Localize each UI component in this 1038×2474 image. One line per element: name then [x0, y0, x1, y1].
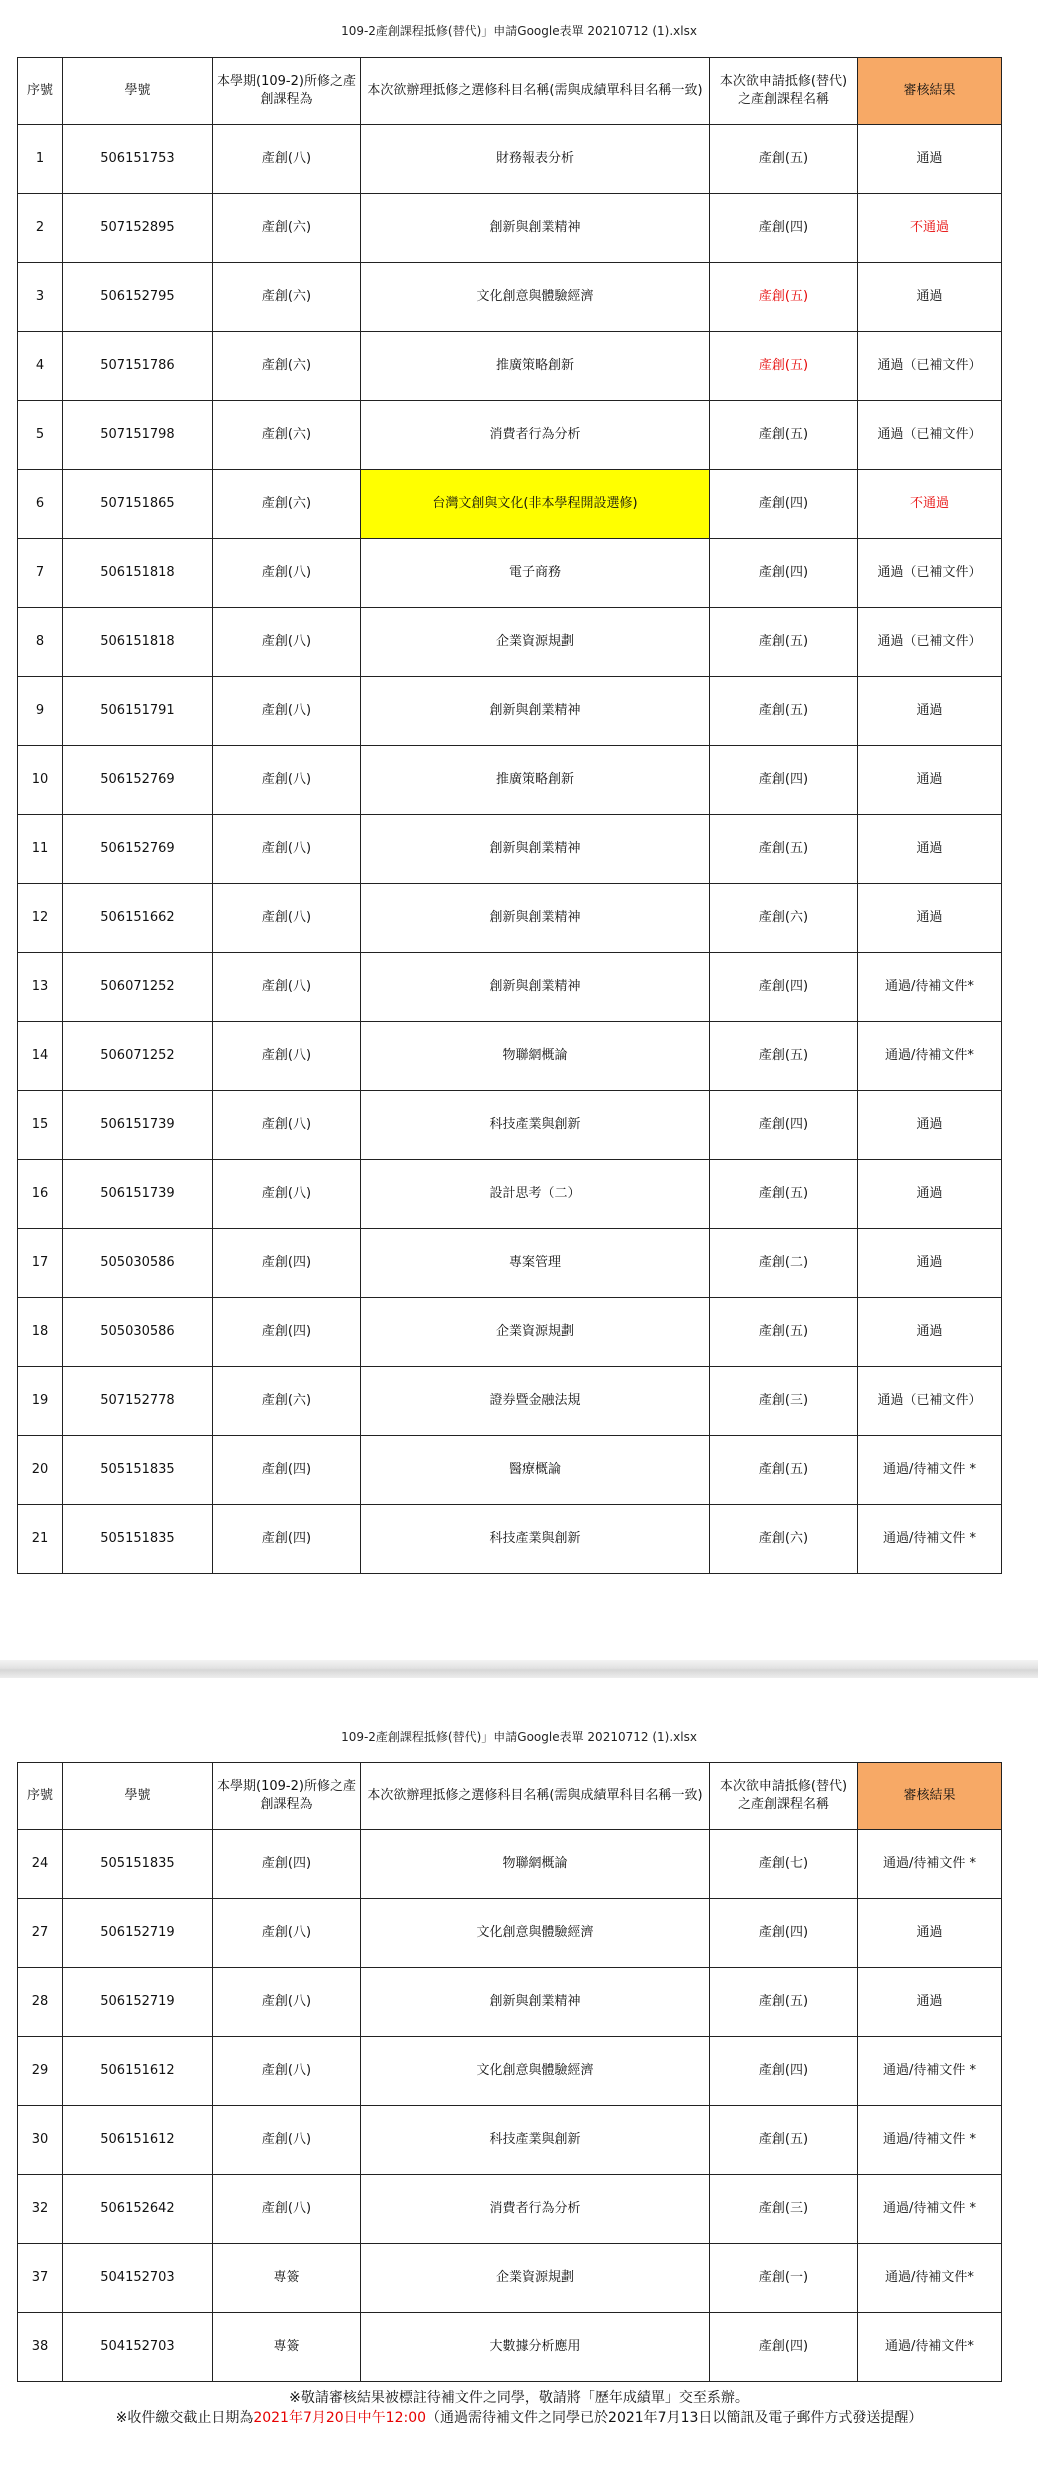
- cell-target-course: 產創(四): [710, 194, 858, 263]
- footnotes: [0, 2388, 1038, 2428]
- cell-target-course: 產創(五): [710, 263, 858, 332]
- table-row: [18, 1091, 1002, 1160]
- cell-target-course: 產創(五): [710, 677, 858, 746]
- table-row: [18, 263, 1002, 332]
- cell-result: 通過/待補文件 *: [858, 1830, 1002, 1899]
- cell-elective-course: 科技產業與創新: [361, 2106, 710, 2175]
- table-row: [18, 1505, 1002, 1574]
- header-row: [18, 1763, 1002, 1830]
- cell-seq: 9: [18, 677, 63, 746]
- cell-target-course: 產創(四): [710, 953, 858, 1022]
- cell-seq: 15: [18, 1091, 63, 1160]
- cell-seq: 24: [18, 1830, 63, 1899]
- header-current-course: 本學期(109-2)所修之產創課程為: [213, 58, 361, 125]
- cell-student-id: 506152642: [63, 2175, 213, 2244]
- footnote-line-1: ※敬請審核結果被標註待補文件之同學，敬請將「歷年成績單」交至系辦。: [289, 2390, 749, 2406]
- table-row: [18, 1298, 1002, 1367]
- cell-student-id: 506151612: [63, 2037, 213, 2106]
- cell-student-id: 504152703: [63, 2313, 213, 2382]
- cell-seq: 21: [18, 1505, 63, 1574]
- cell-current-course: 產創(八): [213, 677, 361, 746]
- review-table: [17, 57, 1002, 1574]
- header-elective-course: 本次欲辦理抵修之選修科目名稱(需與成績單科目名稱一致): [361, 58, 710, 125]
- table-row: [18, 1229, 1002, 1298]
- header-target-course: 本次欲申請抵修(替代)之產創課程名稱: [710, 58, 858, 125]
- table-row: [18, 1899, 1002, 1968]
- table-row: [18, 746, 1002, 815]
- cell-current-course: 產創(八): [213, 1160, 361, 1229]
- header-seq: 序號: [18, 58, 63, 125]
- cell-seq: 14: [18, 1022, 63, 1091]
- table-row: [18, 2175, 1002, 2244]
- cell-elective-course: 設計思考（二）: [361, 1160, 710, 1229]
- document-title: 109-2產創課程抵修(替代)」申請Google表單 20210712 (1).xlsx: [341, 24, 697, 38]
- cell-student-id: 507152895: [63, 194, 213, 263]
- cell-target-course: 產創(五): [710, 125, 858, 194]
- cell-result: 通過: [858, 1160, 1002, 1229]
- cell-current-course: 產創(八): [213, 539, 361, 608]
- cell-target-course: 產創(五): [710, 608, 858, 677]
- table-row: [18, 194, 1002, 263]
- cell-target-course: 產創(二): [710, 1229, 858, 1298]
- cell-elective-course: 醫療概論: [361, 1436, 710, 1505]
- cell-current-course: 產創(六): [213, 194, 361, 263]
- cell-student-id: 506151612: [63, 2106, 213, 2175]
- cell-seq: 37: [18, 2244, 63, 2313]
- cell-current-course: 專簽: [213, 2313, 361, 2382]
- cell-elective-course: 創新與創業精神: [361, 884, 710, 953]
- cell-current-course: 產創(四): [213, 1298, 361, 1367]
- cell-seq: 2: [18, 194, 63, 263]
- cell-elective-course: 文化創意與體驗經濟: [361, 263, 710, 332]
- cell-elective-course: 企業資源規劃: [361, 2244, 710, 2313]
- cell-seq: 1: [18, 125, 63, 194]
- cell-result: 通過/待補文件 *: [858, 2106, 1002, 2175]
- table-row: [18, 1160, 1002, 1229]
- cell-target-course: 產創(六): [710, 884, 858, 953]
- cell-current-course: 產創(六): [213, 401, 361, 470]
- cell-result: 通過/待補文件*: [858, 953, 1002, 1022]
- cell-student-id: 506151753: [63, 125, 213, 194]
- cell-target-course: 產創(五): [710, 1968, 858, 2037]
- cell-seq: 4: [18, 332, 63, 401]
- cell-target-course: 產創(一): [710, 2244, 858, 2313]
- cell-seq: 17: [18, 1229, 63, 1298]
- header-result: 審核結果: [858, 58, 1002, 125]
- footnote-deadline-prefix: ※收件繳交截止日期為: [115, 2410, 254, 2426]
- cell-result: 通過/待補文件*: [858, 2313, 1002, 2382]
- cell-seq: 11: [18, 815, 63, 884]
- header-target-course: 本次欲申請抵修(替代)之產創課程名稱: [710, 1763, 858, 1830]
- header-result: 審核結果: [858, 1763, 1002, 1830]
- cell-current-course: 產創(四): [213, 1505, 361, 1574]
- cell-result: 通過: [858, 1229, 1002, 1298]
- cell-seq: 16: [18, 1160, 63, 1229]
- cell-seq: 3: [18, 263, 63, 332]
- cell-seq: 12: [18, 884, 63, 953]
- cell-elective-course: 科技產業與創新: [361, 1091, 710, 1160]
- table-row: [18, 125, 1002, 194]
- cell-seq: 30: [18, 2106, 63, 2175]
- cell-elective-course: 推廣策略創新: [361, 332, 710, 401]
- cell-target-course: 產創(四): [710, 2313, 858, 2382]
- cell-target-course: 產創(五): [710, 1436, 858, 1505]
- cell-target-course: 產創(五): [710, 401, 858, 470]
- cell-seq: 6: [18, 470, 63, 539]
- cell-result: 通過: [858, 1968, 1002, 2037]
- cell-student-id: 506071252: [63, 953, 213, 1022]
- cell-student-id: 505030586: [63, 1298, 213, 1367]
- cell-result: 通過/待補文件 *: [858, 2037, 1002, 2106]
- cell-result: 通過（已補文件）: [858, 401, 1002, 470]
- cell-student-id: 505151835: [63, 1830, 213, 1899]
- header-seq: 序號: [18, 1763, 63, 1830]
- table-row: [18, 953, 1002, 1022]
- cell-student-id: 506151739: [63, 1160, 213, 1229]
- cell-result: 通過: [858, 884, 1002, 953]
- cell-elective-course: 科技產業與創新: [361, 1505, 710, 1574]
- cell-current-course: 產創(八): [213, 608, 361, 677]
- cell-elective-course: 創新與創業精神: [361, 677, 710, 746]
- document-title: 109-2產創課程抵修(替代)」申請Google表單 20210712 (1).xlsx: [341, 1730, 697, 1744]
- cell-current-course: 產創(八): [213, 2175, 361, 2244]
- cell-student-id: 506152769: [63, 815, 213, 884]
- cell-target-course: 產創(五): [710, 2106, 858, 2175]
- cell-elective-course: 創新與創業精神: [361, 815, 710, 884]
- cell-result: 通過（已補文件）: [858, 1367, 1002, 1436]
- cell-result: 通過: [858, 815, 1002, 884]
- cell-target-course: 產創(五): [710, 1298, 858, 1367]
- table-row: [18, 470, 1002, 539]
- review-table: [17, 1762, 1002, 2382]
- table-row: [18, 2037, 1002, 2106]
- header-current-course: 本學期(109-2)所修之產創課程為: [213, 1763, 361, 1830]
- cell-target-course: 產創(六): [710, 1505, 858, 1574]
- cell-current-course: 產創(八): [213, 1022, 361, 1091]
- cell-seq: 20: [18, 1436, 63, 1505]
- cell-elective-course: 專案管理: [361, 1229, 710, 1298]
- cell-current-course: 產創(四): [213, 1830, 361, 1899]
- cell-result: 不通過: [858, 194, 1002, 263]
- cell-seq: 8: [18, 608, 63, 677]
- cell-student-id: 506152719: [63, 1968, 213, 2037]
- cell-student-id: 507152778: [63, 1367, 213, 1436]
- cell-student-id: 506152719: [63, 1899, 213, 1968]
- table-row: [18, 2244, 1002, 2313]
- cell-target-course: 產創(四): [710, 746, 858, 815]
- cell-elective-course-highlighted: 台灣文創與文化(非本學程開設選修): [361, 470, 710, 539]
- cell-current-course: 產創(八): [213, 746, 361, 815]
- cell-elective-course: 企業資源規劃: [361, 1298, 710, 1367]
- table-row: [18, 884, 1002, 953]
- table-row: [18, 608, 1002, 677]
- cell-elective-course: 消費者行為分析: [361, 401, 710, 470]
- table-row: [18, 1968, 1002, 2037]
- table-row: [18, 815, 1002, 884]
- cell-elective-course: 證券暨金融法規: [361, 1367, 710, 1436]
- cell-result: 通過（已補文件）: [858, 608, 1002, 677]
- cell-elective-course: 文化創意與體驗經濟: [361, 1899, 710, 1968]
- cell-student-id: 507151798: [63, 401, 213, 470]
- cell-elective-course: 財務報表分析: [361, 125, 710, 194]
- table-row: [18, 677, 1002, 746]
- cell-seq: 5: [18, 401, 63, 470]
- cell-result: 通過: [858, 125, 1002, 194]
- table-row: [18, 1830, 1002, 1899]
- cell-current-course: 產創(六): [213, 470, 361, 539]
- cell-target-course: 產創(五): [710, 1022, 858, 1091]
- cell-target-course: 產創(五): [710, 1160, 858, 1229]
- table-row: [18, 1022, 1002, 1091]
- cell-target-course: 產創(七): [710, 1830, 858, 1899]
- cell-student-id: 506151662: [63, 884, 213, 953]
- table-row: [18, 401, 1002, 470]
- header-row: [18, 58, 1002, 125]
- cell-target-course: 產創(三): [710, 1367, 858, 1436]
- footnote-deadline-date: 2021年7月20日中午12:00: [253, 2410, 427, 2426]
- cell-current-course: 產創(八): [213, 2037, 361, 2106]
- cell-result: 通過/待補文件*: [858, 1022, 1002, 1091]
- cell-seq: 10: [18, 746, 63, 815]
- cell-elective-course: 創新與創業精神: [361, 953, 710, 1022]
- cell-elective-course: 物聯網概論: [361, 1022, 710, 1091]
- cell-current-course: 產創(六): [213, 1367, 361, 1436]
- cell-student-id: 505151835: [63, 1505, 213, 1574]
- cell-current-course: 產創(八): [213, 884, 361, 953]
- cell-seq: 32: [18, 2175, 63, 2244]
- cell-result: 通過/待補文件 *: [858, 1436, 1002, 1505]
- cell-result: 通過/待補文件 *: [858, 1505, 1002, 1574]
- cell-current-course: 產創(四): [213, 1436, 361, 1505]
- cell-result: 通過/待補文件*: [858, 2244, 1002, 2313]
- cell-elective-course: 創新與創業精神: [361, 1968, 710, 2037]
- cell-current-course: 產創(八): [213, 125, 361, 194]
- document-page-2: [0, 1678, 1038, 2474]
- cell-target-course: 產創(四): [710, 539, 858, 608]
- cell-student-id: 506152769: [63, 746, 213, 815]
- cell-result: 通過: [858, 746, 1002, 815]
- cell-seq: 19: [18, 1367, 63, 1436]
- cell-seq: 38: [18, 2313, 63, 2382]
- cell-elective-course: 電子商務: [361, 539, 710, 608]
- cell-current-course: 產創(八): [213, 815, 361, 884]
- cell-current-course: 產創(八): [213, 1091, 361, 1160]
- header-elective-course: 本次欲辦理抵修之選修科目名稱(需與成績單科目名稱一致): [361, 1763, 710, 1830]
- cell-seq: 29: [18, 2037, 63, 2106]
- cell-elective-course: 文化創意與體驗經濟: [361, 2037, 710, 2106]
- cell-result: 通過: [858, 1899, 1002, 1968]
- cell-seq: 27: [18, 1899, 63, 1968]
- cell-result: 通過: [858, 677, 1002, 746]
- cell-student-id: 506151818: [63, 608, 213, 677]
- cell-current-course: 產創(八): [213, 2106, 361, 2175]
- cell-current-course: 產創(四): [213, 1229, 361, 1298]
- cell-student-id: 507151865: [63, 470, 213, 539]
- table-row: [18, 539, 1002, 608]
- cell-current-course: 產創(八): [213, 1968, 361, 2037]
- cell-elective-course: 企業資源規劃: [361, 608, 710, 677]
- footnote-deadline-suffix: （通過需待補文件之同學已於2021年7月13日以簡訊及電子郵件方式發送提醒）: [426, 2410, 923, 2426]
- table-row: [18, 1367, 1002, 1436]
- cell-elective-course: 物聯網概論: [361, 1830, 710, 1899]
- cell-student-id: 505151835: [63, 1436, 213, 1505]
- cell-target-course: 產創(四): [710, 1091, 858, 1160]
- cell-current-course: 產創(六): [213, 332, 361, 401]
- cell-student-id: 506151739: [63, 1091, 213, 1160]
- cell-result: 通過: [858, 1091, 1002, 1160]
- cell-result: 通過: [858, 1298, 1002, 1367]
- cell-elective-course: 創新與創業精神: [361, 194, 710, 263]
- cell-student-id: 506151791: [63, 677, 213, 746]
- cell-student-id: 506152795: [63, 263, 213, 332]
- cell-result: 通過（已補文件）: [858, 539, 1002, 608]
- header-student-id: 學號: [63, 1763, 213, 1830]
- cell-target-course: 產創(五): [710, 332, 858, 401]
- cell-student-id: 507151786: [63, 332, 213, 401]
- table-row: [18, 2106, 1002, 2175]
- cell-student-id: 506151818: [63, 539, 213, 608]
- cell-target-course: 產創(四): [710, 1899, 858, 1968]
- table-row: [18, 332, 1002, 401]
- cell-current-course: 產創(八): [213, 953, 361, 1022]
- cell-elective-course: 消費者行為分析: [361, 2175, 710, 2244]
- cell-current-course: 專簽: [213, 2244, 361, 2313]
- cell-elective-course: 大數據分析應用: [361, 2313, 710, 2382]
- footnote-line-2: [0, 2408, 1038, 2428]
- cell-target-course: 產創(四): [710, 2037, 858, 2106]
- cell-target-course: 產創(三): [710, 2175, 858, 2244]
- cell-seq: 13: [18, 953, 63, 1022]
- cell-result: 不通過: [858, 470, 1002, 539]
- cell-seq: 18: [18, 1298, 63, 1367]
- cell-student-id: 506071252: [63, 1022, 213, 1091]
- cell-result: 通過（已補文件）: [858, 332, 1002, 401]
- cell-elective-course: 推廣策略創新: [361, 746, 710, 815]
- header-student-id: 學號: [63, 58, 213, 125]
- cell-target-course: 產創(五): [710, 815, 858, 884]
- cell-current-course: 產創(八): [213, 1899, 361, 1968]
- cell-target-course: 產創(四): [710, 470, 858, 539]
- page-separator: [0, 1660, 1038, 1678]
- cell-result: 通過: [858, 263, 1002, 332]
- cell-seq: 7: [18, 539, 63, 608]
- table-row: [18, 2313, 1002, 2382]
- cell-student-id: 505030586: [63, 1229, 213, 1298]
- cell-result: 通過/待補文件 *: [858, 2175, 1002, 2244]
- cell-current-course: 產創(六): [213, 263, 361, 332]
- cell-seq: 28: [18, 1968, 63, 2037]
- table-row: [18, 1436, 1002, 1505]
- cell-student-id: 504152703: [63, 2244, 213, 2313]
